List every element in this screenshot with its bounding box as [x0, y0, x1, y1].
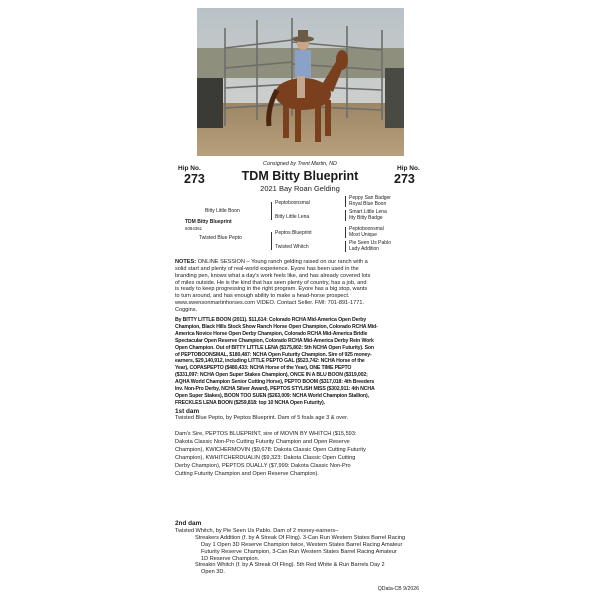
notes-line: Coggins. [175, 306, 198, 313]
dams-sire-line: Dakota Classic Non-Pro Cutting Futurity Champion and Open Reserve [175, 438, 350, 445]
pedigree-ggs-4: Itty Bitty Badge [349, 214, 383, 221]
hip-number-right: 273 [394, 172, 415, 186]
horse-name: TDM Bitty Blueprint [241, 169, 359, 183]
dams-sire-line: Derby Champion), PEPTOS DUALLY ($7,999: Dakota Classic Non-Pro [175, 462, 351, 469]
dams-sire-line: Champion), KWICHERMOVIN ($9,678: Dakota Classic Open Cutting Futurity [175, 446, 366, 453]
notes-line: of miles outside. He is the kind that has seen plenty of country, has a job, and [175, 279, 367, 286]
notes-line: branding pen, knows what a day's work feels like, and has already covered lots [175, 272, 371, 279]
notes-line: to turn around, and has enough ability to make a head-horse prospect. [175, 293, 350, 300]
first-dam-text: Twisted Blue Pepto, by Peptos Blueprint. Dam of 5 foals age 3 & over. [175, 415, 349, 421]
sire-record-line: earners, $29,140,912, including LITTLE PEPTO GAL ($523,742: NCHA Horse of the [175, 358, 365, 365]
pedigree-ggs-1: Peppy San Badger [349, 195, 391, 201]
pedigree-ggs-3: Smart Little Lena [349, 209, 387, 215]
sire-record-line: Spectacular Open Reserve Champion, Colorado RCHA Mid-America Derby Rein Work [175, 337, 374, 344]
second-dam-offspring [195, 535, 423, 576]
sire-record-line: Open Champion. Out of BITTY LITTLE LENA ($175,802: 5th NCHA Open Futurity). Son [175, 344, 374, 351]
pedigree-subject: TDM Bitty Blueprint [185, 219, 232, 225]
first-dam-heading: 1st dam [175, 408, 200, 415]
horse-description: 2021 Bay Roan Gelding [260, 184, 340, 193]
hip-label-right: Hip No. [397, 165, 420, 172]
pedigree-sire-dam: Bitty Little Lena [275, 214, 310, 220]
sire-record-line: By BITTY LITTLE BOON (2011). $11,614: Colorado RCHA Mid-America Open Derby [175, 317, 366, 323]
pedigree-reg-no: 6084361 [185, 226, 203, 231]
hip-label-left: Hip No. [178, 165, 201, 172]
pedigree-sire-sire: Peptoboonsmal [275, 200, 310, 206]
pedigree-ggs-8: Lady Addition [349, 245, 380, 252]
pedigree-sire: Bitty Little Boon [205, 208, 240, 214]
catalog-page [175, 0, 425, 600]
dams-sire-line: Cutting Futurity Champion and Open Reserve Champion). [175, 470, 319, 477]
pedigree-ggs-7: Pie Seen Us Pablo [349, 240, 391, 246]
pedigree-ggs-6: Most Unique [349, 231, 378, 238]
sire-record-line: AQHA World Champion Senior Cutting Horse), PEPTO BOOM ($317,018: 4th Breeders [175, 379, 375, 386]
second-dam-heading: 2nd dam [175, 520, 202, 527]
offspring-line: 1D Reserve Champion. [201, 555, 260, 562]
pedigree-ggs-5: Peptoboonsmal [349, 226, 384, 232]
footer-code: QData-CB 9/2026 [377, 586, 419, 592]
pedigree-dam: Twisted Blue Pepto [199, 235, 242, 241]
hip-number-left: 273 [184, 172, 205, 186]
second-dam-intro: Twisted Whitch, by Pie Seen Us Pablo. Dam of 2 money-earners– [175, 528, 339, 534]
sire-record-line: America Novice Horse Open Derby Champion, Colorado RCHA Mid-America Bridle [175, 330, 368, 337]
sire-record-line: Champion, Black Hills Stock Show Ranch Horse Open Champion, Colorado RCHA Mid- [175, 323, 378, 330]
dams-sire-line: Champion), KWHITCHERDUALIN ($9,323: Dakota Classic Open Cutting [175, 454, 356, 461]
notes-line: www.swensonmartinhorses.com VIDEO. Contact Seller. FMI: 701-891-1771. [175, 300, 365, 307]
notes-line: solid start and plenty of real-world experience. Eyore has been used in the [175, 265, 359, 272]
notes-line: is ready to keep progressing in the right program. Eyore has a big stop, wants [175, 286, 368, 293]
horse-photo [197, 8, 404, 156]
notes-label: NOTES: [175, 259, 197, 265]
offspring-line: Futurity Reserve Champion, 3-Can Run Western States Barrel Racing Amateur [201, 548, 397, 555]
sire-record-line: FRECKLES LENA BOON ($259,818: top 10 NCHA Open Futurity). [175, 399, 325, 406]
pedigree-dam-sire: Peptos Blueprint [275, 230, 312, 236]
sire-record-line: Open Super Stakes), BOON TOO SUEN ($263,009: NCHA World Champion Stallion), [175, 392, 369, 399]
sire-record-line: of PEPTOBOONSMAL, $180,487: NCHA Open Futurity Champion. Sire of 925 money- [175, 351, 372, 358]
dams-sire-line: Dam's Sire, PEPTOS BLUEPRINT, sire of MOVIN BY WHITCH ($15,593: [175, 431, 357, 437]
sire-record-line: ($331,097: NCHA Open Super Stakes Champion), ONCE IN A BLU BOON ($319,002; [175, 372, 368, 379]
consigned-by: Consigned by Trent Martin, ND [263, 161, 337, 167]
offspring-line: Open 3D. [201, 569, 225, 576]
offspring-line: Day 1 Open 3D Reserve Champion twice, Western States Barrel Racing Amateur [201, 541, 403, 548]
offspring-line: Streakin Whitch (f. by A Streak Of Fling). 5th Red White & Run Barrels Day 2 [195, 562, 385, 569]
sire-record-line: Inv. Non-Pro Derby, NCHA Silver Award), PEPTOS STYLISH MISS ($302,911: 4th NCHA [175, 386, 375, 393]
notes-line: ONLINE SESSION – Young ranch gelding raised on our ranch with a [197, 259, 368, 265]
sire-record [175, 317, 419, 407]
pedigree-dam-dam: Twisted Whitch [275, 244, 309, 250]
dams-sire-section [175, 431, 419, 478]
sire-record-line: Year), COPASPEPTO ($480,433: NCHA Horse of the Year), ONE TIME PEPTO [175, 365, 352, 372]
pedigree-ggs-2: Royal Blue Boon [349, 200, 387, 207]
offspring-line: Streakers Addition (f. by A Streak Of Fling). 3-Can Run Western States Barrel Racing [195, 535, 406, 541]
notes-section [175, 259, 419, 314]
